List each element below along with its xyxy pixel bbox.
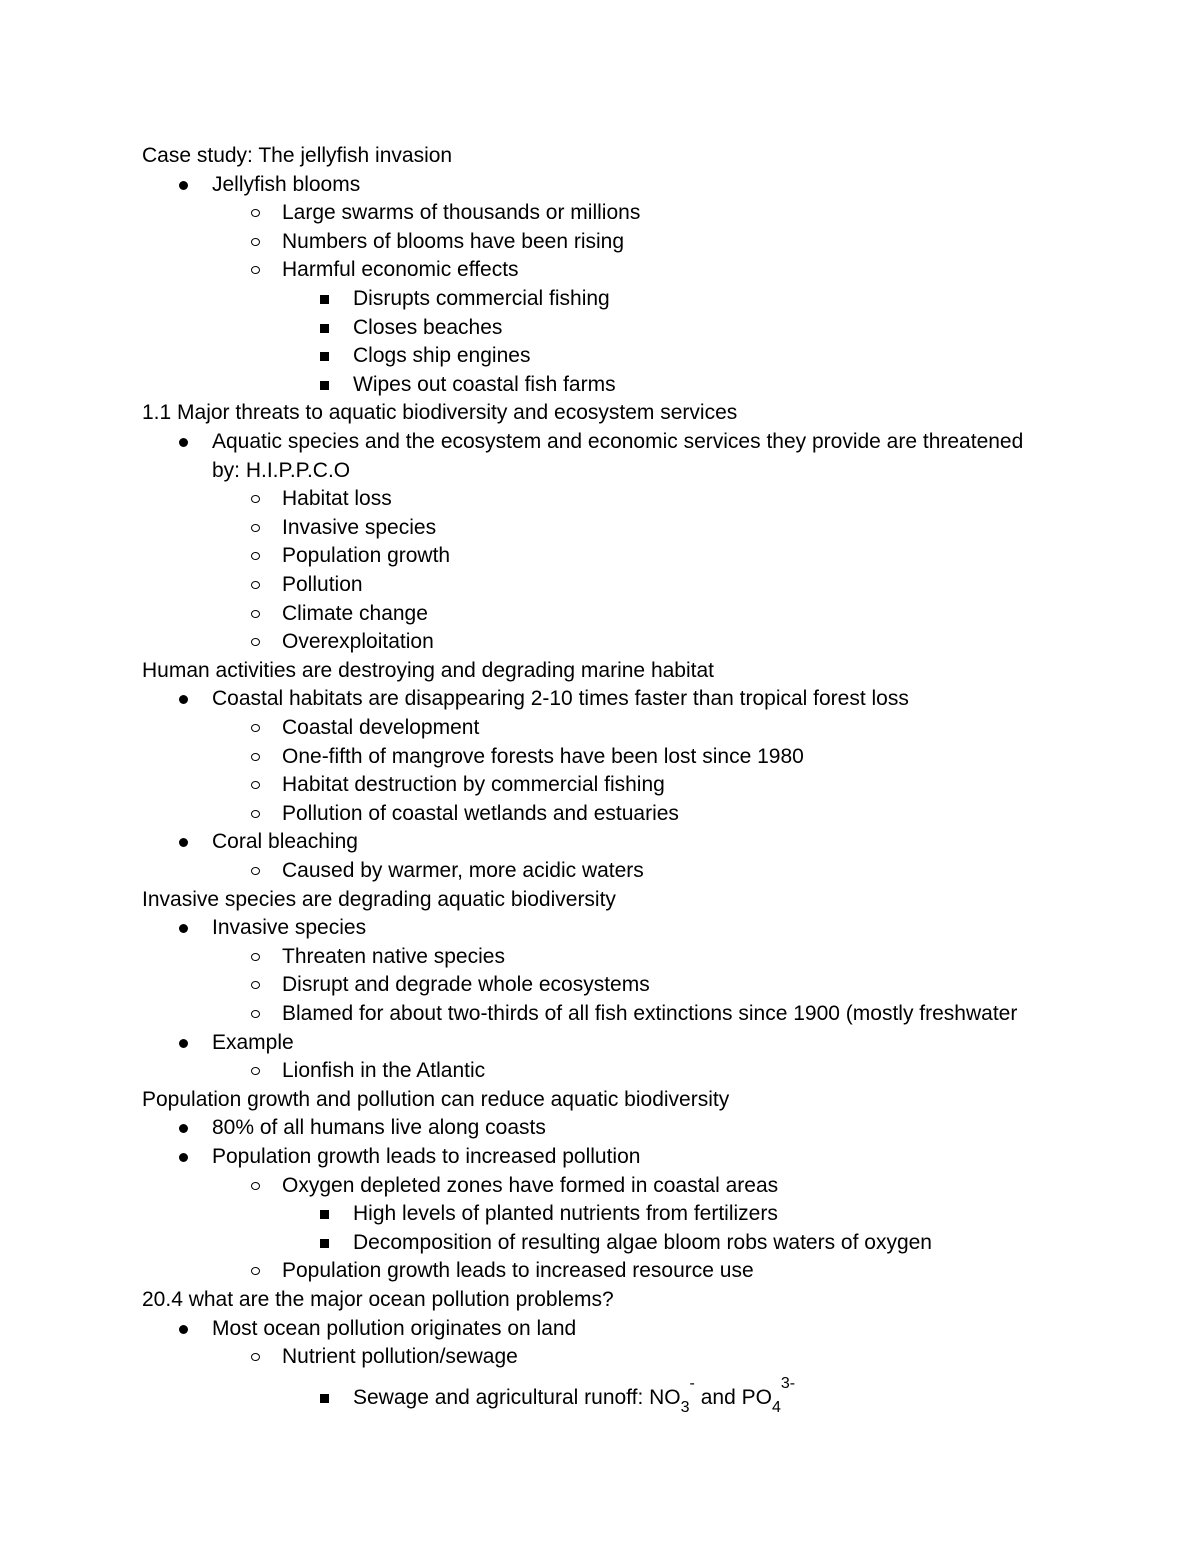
hollow-circle-bullet-icon (251, 753, 260, 761)
bullet-dot-icon (179, 1153, 188, 1162)
item-text: Overexploitation (282, 630, 434, 654)
list-item-level-2 (0, 1172, 1200, 1200)
square-bullet-icon (320, 381, 329, 390)
item-text: Disrupt and degrade whole ecosystems (282, 973, 650, 997)
list-item-level-2 (0, 1343, 1200, 1371)
hollow-circle-bullet-icon (251, 209, 260, 217)
list-item-level-1 (0, 1114, 1200, 1142)
no3-subscript: 3 (680, 1398, 690, 1416)
square-bullet-icon (320, 324, 329, 333)
item-text: Harmful economic effects (282, 258, 519, 282)
list-item-level-1 (0, 457, 1200, 485)
item-text: One-fifth of mangrove forests have been lost since 1980 (282, 744, 804, 768)
list-item-level-1 (0, 1029, 1200, 1057)
section-heading (0, 657, 1200, 685)
list-item-level-2 (0, 800, 1200, 828)
list-item-level-2 (0, 971, 1200, 999)
list-item-level-2 (0, 228, 1200, 256)
item-text: Blamed for about two-thirds of all fish extinctions since 1900 (mostly freshwater (282, 1002, 1018, 1025)
heading-text: Human activities are destroying and degrading marine habitat (142, 658, 714, 682)
list-item-level-2 (0, 514, 1200, 542)
heading-text: Population growth and pollution can reduce aquatic biodiversity (142, 1087, 730, 1111)
item-text: Pollution (282, 573, 363, 596)
list-item-level-1 (0, 685, 1200, 713)
square-bullet-icon (320, 1394, 329, 1403)
bullet-dot-icon (179, 1124, 188, 1133)
hollow-circle-bullet-icon (251, 1182, 260, 1190)
list-item-level-1 (0, 1315, 1200, 1343)
hollow-circle-bullet-icon (251, 581, 260, 589)
item-text: Closes beaches (353, 315, 503, 339)
hollow-circle-bullet-icon (251, 1067, 260, 1075)
item-text: Clogs ship engines (353, 344, 531, 368)
section-heading (0, 886, 1200, 914)
list-item-level-2 (0, 1257, 1200, 1285)
list-item-level-2 (0, 1000, 1200, 1028)
item-text: Habitat destruction by commercial fishing (282, 773, 665, 797)
hollow-circle-bullet-icon (251, 781, 260, 789)
item-text: Coastal habitats are disappearing 2-10 times faster than tropical forest loss (212, 687, 909, 711)
list-item-level-2 (0, 571, 1200, 599)
square-bullet-icon (320, 295, 329, 304)
square-bullet-icon (320, 352, 329, 361)
heading-text: 20.4 what are the major ocean pollution problems? (142, 1288, 614, 1311)
item-text: Habitat loss (282, 487, 392, 511)
no3-superscript: - (689, 1374, 695, 1392)
item-text: by: H.I.P.P.C.O (212, 458, 351, 482)
list-item-level-2 (0, 628, 1200, 656)
list-item-level-2 (0, 771, 1200, 799)
hollow-circle-bullet-icon (251, 810, 260, 818)
list-item-level-2 (0, 1057, 1200, 1085)
hollow-circle-bullet-icon (251, 552, 260, 560)
list-item-level-2 (0, 485, 1200, 513)
item-text: Nutrient pollution/sewage (282, 1345, 518, 1369)
item-text: Invasive species (282, 515, 437, 539)
list-item-level-3 (0, 1229, 1200, 1257)
list-item-level-2 (0, 542, 1200, 570)
item-text: Climate change (282, 601, 428, 625)
list-item-level-3 (0, 342, 1200, 370)
bullet-dot-icon (179, 1039, 188, 1048)
list-item-level-3 (0, 1374, 1200, 1416)
item-text: Pollution of coastal wetlands and estuaries (282, 801, 679, 825)
hollow-circle-bullet-icon (251, 238, 260, 246)
bullet-dot-icon (179, 438, 188, 447)
list-item-level-3 (0, 1200, 1200, 1228)
section-heading (0, 399, 1200, 427)
section-heading (0, 1286, 1200, 1314)
item-text: High levels of planted nutrients from fertilizers (353, 1202, 778, 1226)
list-item-level-1 (0, 828, 1200, 856)
hollow-circle-bullet-icon (251, 724, 260, 732)
bullet-dot-icon (179, 838, 188, 847)
list-item-level-2 (0, 857, 1200, 885)
item-text: Population growth leads to increased pollution (212, 1145, 641, 1168)
heading-text: Invasive species are degrading aquatic biodiversity (142, 887, 616, 911)
item-text: Large swarms of thousands or millions (282, 201, 641, 225)
item-text: Population growth leads to increased resource use (282, 1259, 754, 1283)
list-item-level-2 (0, 743, 1200, 771)
po4-superscript: 3- (780, 1374, 796, 1392)
list-item-level-3 (0, 314, 1200, 342)
item-text: Oxygen depleted zones have formed in coastal areas (282, 1173, 779, 1197)
item-text: Decomposition of resulting algae bloom robs waters of oxygen (353, 1230, 932, 1254)
list-item-level-1 (0, 428, 1200, 456)
po4-subscript: 4 (771, 1398, 781, 1416)
item-text: Aquatic species and the ecosystem and economic services they provide are threatened (212, 430, 1024, 453)
list-item-level-2 (0, 256, 1200, 284)
item-text: Caused by warmer, more acidic waters (282, 859, 644, 882)
item-text: Coral bleaching (212, 830, 358, 854)
item-text: Example (212, 1030, 294, 1054)
list-item-level-3 (0, 285, 1200, 313)
list-item-level-3 (0, 371, 1200, 399)
hollow-circle-bullet-icon (251, 1267, 260, 1275)
item-text: Numbers of blooms have been rising (282, 229, 625, 253)
section-heading (0, 142, 1200, 170)
item-text: Most ocean pollution originates on land (212, 1316, 577, 1340)
hollow-circle-bullet-icon (251, 1353, 260, 1361)
hollow-circle-bullet-icon (251, 610, 260, 618)
item-text: Coastal development (282, 716, 480, 739)
item-text: 80% of all humans live along coasts (212, 1116, 546, 1140)
square-bullet-icon (320, 1239, 329, 1248)
item-text: Invasive species (212, 916, 367, 940)
square-bullet-icon (320, 1210, 329, 1219)
section-heading (0, 1086, 1200, 1114)
item-text: Population growth (282, 544, 451, 568)
formula-prefix: Sewage and agricultural runoff: NO (353, 1385, 681, 1409)
item-text: Lionfish in the Atlantic (282, 1059, 486, 1083)
hollow-circle-bullet-icon (251, 266, 260, 274)
heading-text: Case study: The jellyfish invasion (142, 144, 453, 167)
hollow-circle-bullet-icon (251, 1010, 260, 1018)
list-item-level-2 (0, 199, 1200, 227)
list-item-level-2 (0, 714, 1200, 742)
heading-text: 1.1 Major threats to aquatic biodiversity and ecosystem services (142, 401, 738, 425)
list-item-level-1 (0, 1143, 1200, 1171)
item-text: Wipes out coastal fish farms (353, 372, 616, 396)
formula-text (353, 1374, 796, 1416)
hollow-circle-bullet-icon (251, 953, 260, 961)
formula-middle: and PO (694, 1385, 772, 1409)
bullet-dot-icon (179, 181, 188, 190)
hollow-circle-bullet-icon (251, 981, 260, 989)
hollow-circle-bullet-icon (251, 524, 260, 532)
hollow-circle-bullet-icon (251, 867, 260, 875)
hollow-circle-bullet-icon (251, 638, 260, 646)
list-item-level-2 (0, 600, 1200, 628)
item-text: Disrupts commercial fishing (353, 287, 610, 310)
list-item-level-2 (0, 943, 1200, 971)
bullet-dot-icon (179, 924, 188, 933)
bullet-dot-icon (179, 1325, 188, 1334)
item-text: Threaten native species (282, 944, 505, 968)
item-text: Jellyfish blooms (212, 172, 361, 196)
bullet-dot-icon (179, 695, 188, 704)
list-item-level-1 (0, 914, 1200, 942)
list-item-level-1 (0, 171, 1200, 199)
hollow-circle-bullet-icon (251, 495, 260, 503)
